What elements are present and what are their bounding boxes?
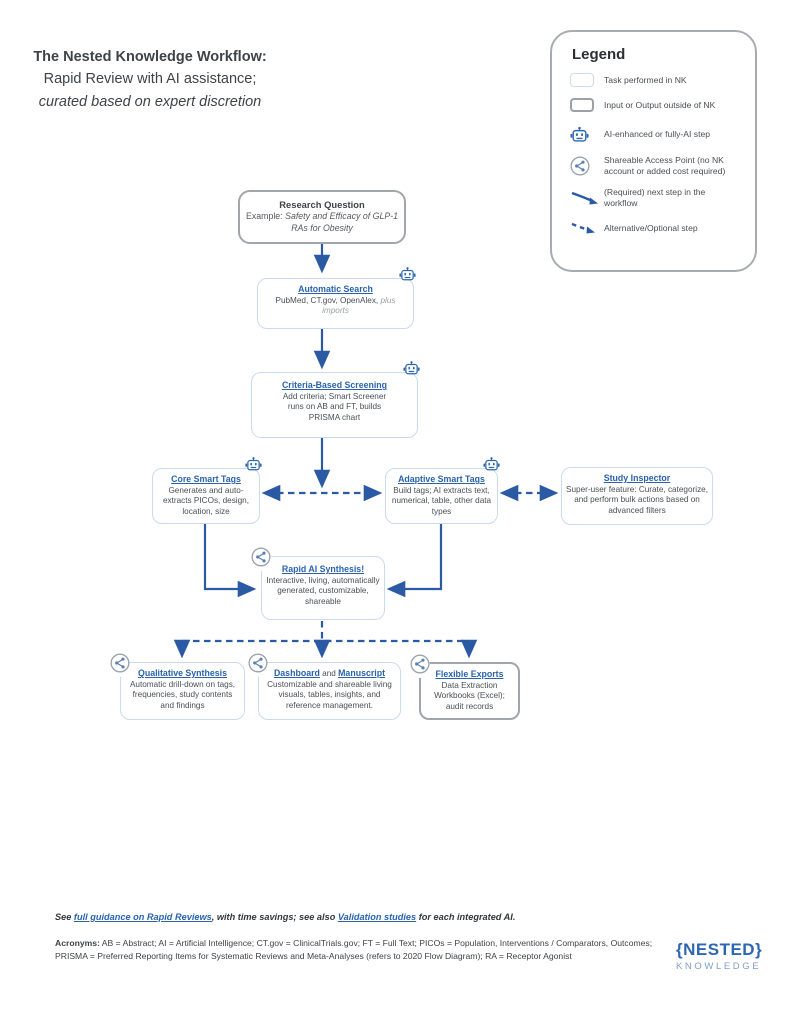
dashed-arrow-icon [570,220,604,236]
legend-panel [550,30,757,272]
robot-icon [483,456,500,476]
share-icon [570,156,604,176]
page-title-normal: Rapid Review with AI assistance; [43,71,257,88]
research-question-title: Research Question [279,199,365,210]
task-box-swatch [570,73,604,87]
page-title [28,46,272,113]
rapid-ai-synthesis-link[interactable]: Rapid AI Synthesis! [281,564,365,574]
page-title-italic: curated based on expert discretion [38,93,262,110]
legend-item-io: Input or Output outside of NK [570,98,741,112]
share-icon [248,653,268,677]
node-criteria-based-screening: Criteria-Based Screening Add criteria; Smart Screener runs on AB and FT, builds PRISMA chart [251,372,418,438]
node-qualitative-synthesis: Qualitative Synthesis Automatic drill-down on tags, frequencies, study contents and findings [120,662,245,720]
solid-arrow-icon [570,189,604,207]
node-dashboard-manuscript: Dashboard and Manuscript Customizable and shareable living visuals, tables, insights, and reference management. [258,662,401,720]
legend-heading: Legend [572,46,626,63]
node-flexible-exports: Flexible Exports Data Extraction Workbooks (Excel); audit records [419,662,520,720]
study-inspector-link[interactable]: Study Inspector [603,473,671,483]
share-icon [410,654,430,678]
robot-icon [245,456,262,476]
logo-knowledge-text: KNOWLEDGE [676,961,762,972]
legend-item-optional-arrow: Alternative/Optional step [570,220,741,236]
manuscript-link[interactable]: Manuscript [338,668,386,678]
robot-icon [399,266,416,286]
qualitative-synthesis-link[interactable]: Qualitative Synthesis [138,668,227,678]
node-study-inspector: Study Inspector Super-user feature: Curate, categorize, and perform bulk actions based on advanced filters [561,467,713,525]
node-research-question: Research Question Example: Safety and Efficacy of GLP-1 RAs for Obesity [238,190,406,244]
share-icon [110,653,130,677]
robot-icon [570,125,604,144]
share-icon [251,547,271,571]
robot-icon [403,360,420,380]
node-adaptive-smart-tags: Adaptive Smart Tags Build tags; AI extracts text, numerical, table, other data types [385,468,498,524]
adaptive-smart-tags-link[interactable]: Adaptive Smart Tags [398,474,485,484]
rapid-reviews-guidance-link[interactable]: full guidance on Rapid Reviews [73,912,212,922]
page-title-bold: The Nested Knowledge Workflow: [33,49,267,65]
guidance-note: See full guidance on Rapid Reviews, with time savings; see also Validation studies for each integrated AI. [55,912,516,922]
node-core-smart-tags: Core Smart Tags Generates and auto-extracts PICOs, design, location, size [152,468,260,524]
legend-item-task: Task performed in NK [570,73,741,87]
legend-item-ai: AI-enhanced or fully-AI step [570,125,741,144]
dashboard-link[interactable]: Dashboard [273,668,320,678]
flexible-exports-link[interactable]: Flexible Exports [435,669,504,679]
node-automatic-search: Automatic Search PubMed, CT.gov, OpenAlex, plus imports [257,278,414,329]
legend-item-share: Shareable Access Point (no NK account or added cost required) [570,155,741,176]
logo-nested-text: {NESTED} [676,940,763,959]
validation-studies-link[interactable]: Validation studies [337,912,417,922]
nested-knowledge-logo [676,940,776,972]
legend-item-required-arrow: (Required) next step in the workflow [570,187,741,208]
core-smart-tags-link[interactable]: Core Smart Tags [171,474,241,484]
acronyms-note: Acronyms: AB = Abstract; AI = Artificial Intelligence; CT.gov = ClinicalTrials.gov; FT = Full Text; PICOs = Population, Interventions / Comparators, Outcomes; PRISMA = Preferred Reporting Items for Systematic Reviews and Meta-Analyses (refers to 2020 Flow Diagram); RA = Receptor Agonist [55,938,653,961]
criteria-based-screening-link[interactable]: Criteria-Based Screening [281,380,388,390]
io-box-swatch [570,98,604,112]
node-rapid-ai-synthesis: Rapid AI Synthesis! Interactive, living, automatically generated, customizable, shareable [261,556,385,620]
automatic-search-link[interactable]: Automatic Search [298,284,373,294]
